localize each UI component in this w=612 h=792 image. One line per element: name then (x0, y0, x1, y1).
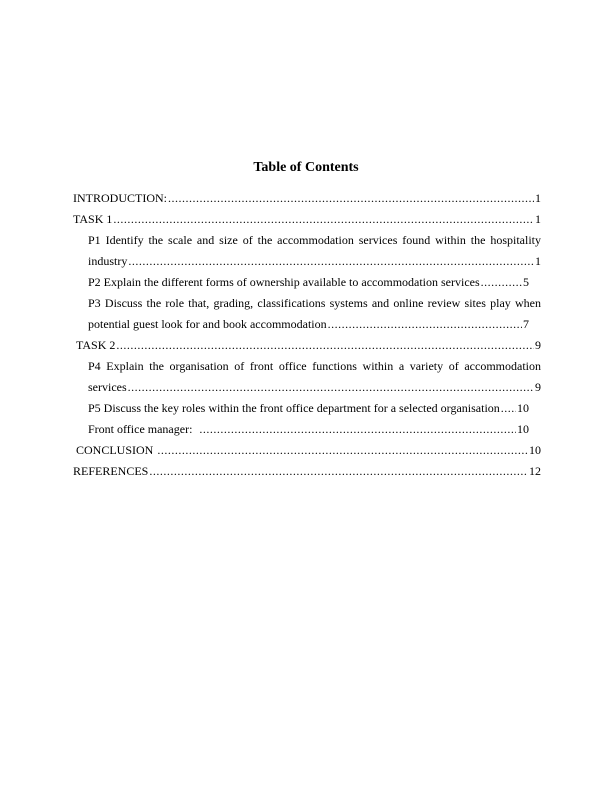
toc-entry-p4[interactable] (73, 356, 541, 398)
toc-title: Table of Contents (253, 160, 359, 175)
dot-leader (168, 188, 534, 209)
toc-entry-task-2[interactable] (73, 335, 541, 356)
toc-entry-p5[interactable] (73, 398, 541, 419)
toc-page-number: 5 (523, 275, 529, 289)
toc-entry-label: P5 Discuss the key roles within the front office department for a selected organisation (88, 401, 500, 415)
dot-leader (128, 377, 534, 398)
toc-page-number: 9 (535, 338, 541, 352)
toc-entry-label: services (88, 380, 127, 394)
toc-entry-task-1[interactable] (73, 209, 541, 230)
toc-page-number: 10 (517, 422, 529, 436)
dot-leader (157, 440, 528, 461)
dot-leader (328, 314, 522, 335)
toc-page-number: 12 (529, 464, 541, 478)
toc-page-number: 10 (517, 401, 529, 415)
dot-leader (481, 272, 522, 293)
toc-page-number: 1 (535, 191, 541, 205)
toc-entry-p1[interactable] (73, 230, 541, 272)
toc-entry-label: TASK 2 (76, 338, 116, 352)
dot-leader (113, 209, 534, 230)
toc-entry-front-office-manager[interactable] (73, 419, 541, 440)
toc-entry-label: REFERENCES (73, 464, 149, 478)
toc-page-number: 9 (535, 380, 541, 394)
toc-page-number: 10 (529, 443, 541, 457)
dot-leader (116, 335, 534, 356)
toc-entry-introduction[interactable] (73, 188, 541, 209)
dot-leader (501, 398, 516, 419)
toc-entry-label: CONCLUSION (76, 443, 157, 457)
toc-entry-label: potential guest look for and book accommodation (88, 317, 327, 331)
toc-entry-label: Front office manager: (88, 422, 199, 436)
toc-entry-label-line-1: P4 Explain the organisation of front office functions within a variety of accommodation (88, 359, 541, 373)
dot-leader (199, 419, 516, 440)
toc-entry-label-line-1: P3 Discuss the role that, grading, classifications systems and online review sites play when (88, 296, 541, 310)
dot-leader (128, 251, 534, 272)
toc-entry-label-line-1: P1 Identify the scale and size of the accommodation services found within the hospitality (88, 233, 541, 247)
toc-page-number: 1 (535, 254, 541, 268)
toc-list (73, 188, 541, 482)
toc-entry-p3[interactable] (73, 293, 541, 335)
toc-entry-p2[interactable] (73, 272, 541, 293)
toc-entry-references[interactable] (73, 461, 541, 482)
dot-leader (149, 461, 528, 482)
toc-page-number: 1 (535, 212, 541, 226)
toc-entry-label: industry (88, 254, 128, 268)
toc-entry-conclusion[interactable] (73, 440, 541, 461)
toc-entry-label: INTRODUCTION: (73, 191, 167, 205)
toc-entry-label: P2 Explain the different forms of ownership available to accommodation services (88, 275, 480, 289)
toc-page-number: 7 (523, 317, 529, 331)
toc-entry-label: TASK 1 (73, 212, 113, 226)
